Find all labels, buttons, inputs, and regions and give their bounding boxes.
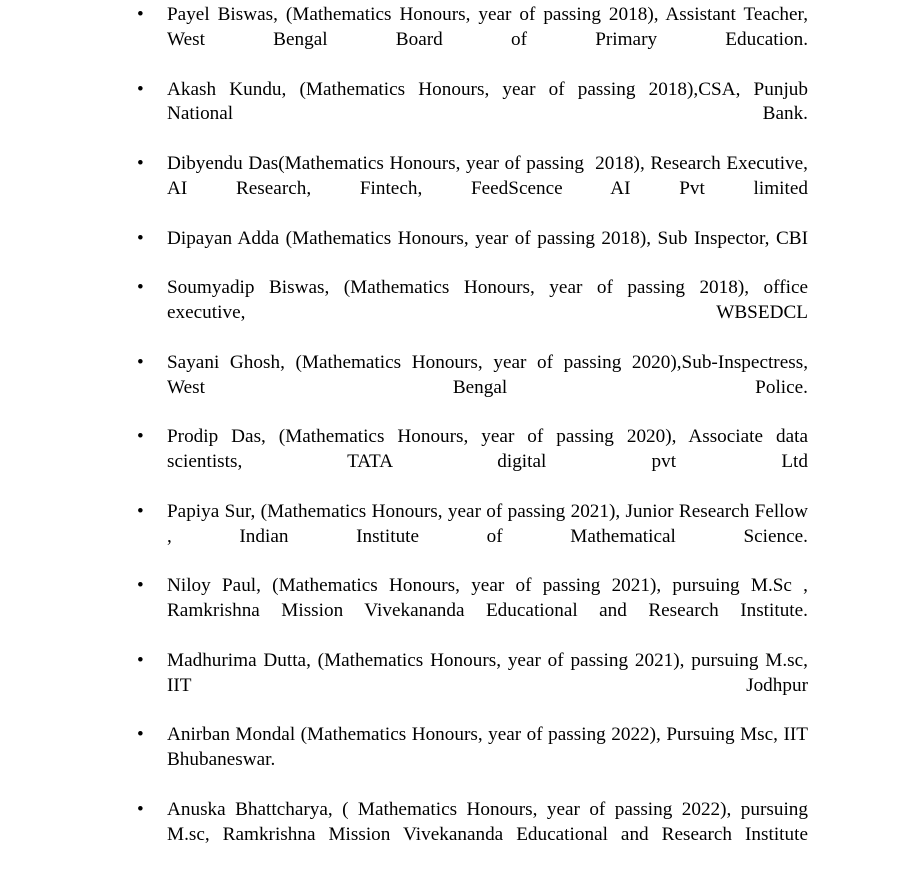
alumni-entry-text: Anirban Mondal (Mathematics Honours, year of passing 2022), Pursuing Msc, IIT Bhubaneswar. [167,724,814,771]
alumni-entry-text: Papiya Sur, (Mathematics Honours, year of passing 2021), Junior Research Fellow , Indian Institute of Mathematical Science. [167,500,814,547]
alumni-entry-text: Madhurima Dutta, (Mathematics Honours, year of passing 2021), pursuing M.sc, IIT Jodhpur [167,649,814,696]
bullet-icon: • [137,4,144,25]
bullet-icon: • [137,153,144,175]
list-item [132,649,814,724]
list-item [132,78,814,153]
bullet-icon: • [137,426,144,448]
list-item [132,500,814,575]
list-item [132,351,813,426]
alumni-placement-list [132,3,814,873]
bullet-icon: • [137,799,144,820]
list-item [132,723,814,798]
alumni-entry-text: Soumyadip Biswas, (Mathematics Honours, year of passing 2018), office executive, WBSEDCL [167,277,814,324]
bullet-icon: • [137,724,144,746]
list-item [132,227,808,277]
alumni-entry-text: Payel Biswas, (Mathematics Honours, year of passing 2018), Assistant Teacher, West Bengal Board of Primary Education. [167,4,813,50]
bullet-icon: • [137,277,144,299]
bullet-icon: • [137,500,144,522]
list-item [132,798,814,873]
alumni-entry-text: Dibyendu Das(Mathematics Honours, year of passing 2018), Research Executive, AI Research, Fintech, FeedScence AI Pvt limited [167,153,812,199]
bullet-icon: • [137,227,144,249]
alumni-entry-text: Niloy Paul, (Mathematics Honours, year of passing 2021), pursuing M.Sc , Ramkrishna Mission Vivekananda Educational and Research Institute. [167,575,814,622]
list-item [132,152,812,227]
alumni-entry-text: Prodip Das, (Mathematics Honours, year of passing 2020), Associate data scientists, TATA digital pvt Ltd [167,426,814,473]
bullet-icon: • [137,78,144,100]
bullet-icon: • [137,575,144,597]
bullet-icon: • [137,649,144,671]
bullet-icon: • [137,351,144,373]
alumni-entry-text: Dipayan Adda (Mathematics Honours, year of passing 2018), Sub Inspector, CBI [167,227,808,249]
alumni-entry-text: Akash Kundu, (Mathematics Honours, year of passing 2018),CSA, Punjub National Bank. [167,78,814,125]
list-item [132,276,814,351]
alumni-entry-text: Anuska Bhattcharya, ( Mathematics Honours, year of passing 2022), pursuing M.sc, Ramkrishna Mission Vivekananda Educational and Research Institute [167,799,814,845]
list-item [132,3,813,78]
list-item [132,425,814,500]
list-item [132,574,814,649]
alumni-entry-text: Sayani Ghosh, (Mathematics Honours, year of passing 2020),Sub-Inspectress, West Bengal Police. [167,351,813,398]
